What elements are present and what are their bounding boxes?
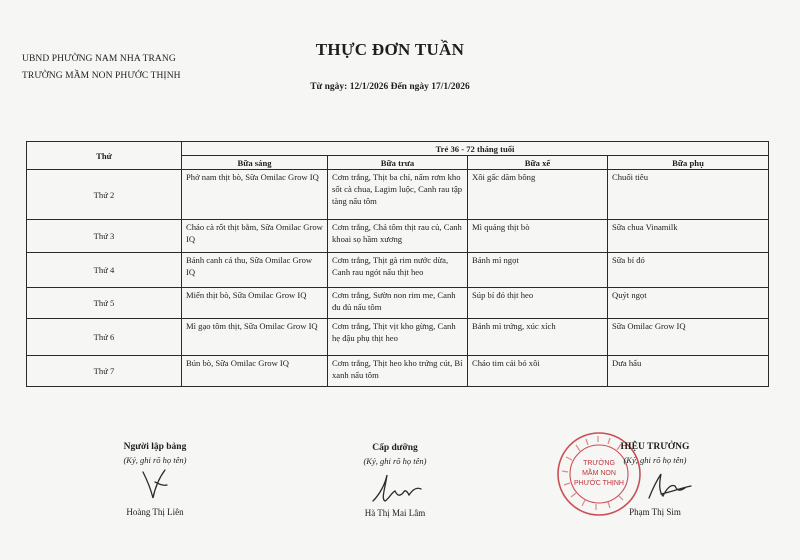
column-header-lunch: Bữa trưa [328,156,468,170]
signature-note: (Ký, ghi rõ họ tên) [363,456,427,466]
column-header-afternoon: Bữa xế [468,156,608,170]
org-line-2: TRƯỜNG MẦM NON PHƯỚC THỊNH [22,71,181,81]
day-cell: Thứ 7 [27,356,182,387]
breakfast-cell: Mì gạo tôm thịt, Sữa Omilac Grow IQ [182,319,328,356]
lunch-cell: Cơm trắng, Sườn non rim me, Canh đu đủ nấu tôm [328,288,468,319]
breakfast-cell: Cháo cà rốt thịt bằm, Sữa Omilac Grow IQ [182,220,328,253]
date-range: Từ ngày: 12/1/2026 Đến ngày 17/1/2026 [310,82,470,92]
svg-text:TRƯỜNG: TRƯỜNG [583,460,615,467]
lunch-cell: Cơm trắng, Thịt gà rim nước dừa, Canh rau ngót nấu thịt heo [328,253,468,288]
afternoon-cell: Mì quảng thịt bò [468,220,608,253]
lunch-cell: Cơm trắng, Chả tôm thịt rau củ, Canh khoai sọ hầm xương [328,220,468,253]
afternoon-cell: Bánh mì ngọt [468,253,608,288]
page-title: THỰC ĐƠN TUẦN [315,40,465,59]
breakfast-cell: Phở nam thịt bò, Sữa Omilac Grow IQ [182,170,328,220]
signer-name: Hà Thị Mai Lâm [364,508,426,518]
column-header-breakfast: Bữa sáng [182,156,328,170]
weekly-menu-table [26,141,769,387]
lunch-cell: Cơm trắng, Thịt ba chỉ, nấm rơm kho sốt cà chua, Lagim luộc, Canh rau tập tàng nấu tôm [328,170,468,220]
breakfast-cell: Bún bò, Sữa Omilac Grow IQ [182,356,328,387]
table-row [27,319,769,356]
day-cell: Thứ 3 [27,220,182,253]
signature-note: (Ký, ghi rõ họ tên) [123,455,187,465]
day-cell: Thứ 6 [27,319,182,356]
age-group-header: Trẻ 36 - 72 tháng tuổi [182,142,769,156]
org-line-1: UBND PHƯỜNG NAM NHA TRANG [22,54,176,64]
signer-name: Hoàng Thị Liên [126,507,184,517]
snack-cell: Sữa bí đỏ [608,253,769,288]
signature-role: Người lập bảng [123,442,187,452]
handwritten-signature [615,458,695,508]
afternoon-cell: Súp bí đỏ thịt heo [468,288,608,319]
snack-cell: Dưa hấu [608,356,769,387]
snack-cell: Sữa chua Vinamilk [608,220,769,253]
column-header-snack: Bữa phụ [608,156,769,170]
svg-text:MẦM NON: MẦM NON [582,470,616,477]
table-row [27,170,769,220]
breakfast-cell: Bánh canh cá thu, Sữa Omilac Grow IQ [182,253,328,288]
day-cell: Thứ 5 [27,288,182,319]
signature-block-preparer [75,442,235,517]
signature-note: (Ký, ghi rõ họ tên) [623,455,687,465]
day-cell: Thứ 4 [27,253,182,288]
handwritten-signature [115,458,195,508]
day-column-header: Thứ [27,142,182,170]
snack-cell: Quýt ngọt [608,288,769,319]
signature-block-cook [315,443,475,518]
table-row [27,253,769,288]
table-row [27,220,769,253]
handwritten-signature [355,459,435,509]
afternoon-cell: Xôi gấc dăm bông [468,170,608,220]
table-row [27,356,769,387]
afternoon-cell: Cháo tim cải bó xôi [468,356,608,387]
lunch-cell: Cơm trắng, Thịt vịt kho gừng, Canh hẹ đậu phụ thịt heo [328,319,468,356]
signature-role: HIỆU TRƯỞNG [620,442,690,452]
signature-role: Cấp dưỡng [372,443,418,453]
snack-cell: Sữa Omilac Grow IQ [608,319,769,356]
table-row [27,288,769,319]
breakfast-cell: Miến thịt bò, Sữa Omilac Grow IQ [182,288,328,319]
afternoon-cell: Bánh mì trứng, xúc xích [468,319,608,356]
day-cell: Thứ 2 [27,170,182,220]
signer-name: Phạm Thị Sim [629,507,681,517]
lunch-cell: Cơm trắng, Thịt heo kho trứng cút, Bí xanh nấu tôm [328,356,468,387]
svg-text:PHƯỚC THỊNH: PHƯỚC THỊNH [574,480,624,487]
snack-cell: Chuối tiêu [608,170,769,220]
